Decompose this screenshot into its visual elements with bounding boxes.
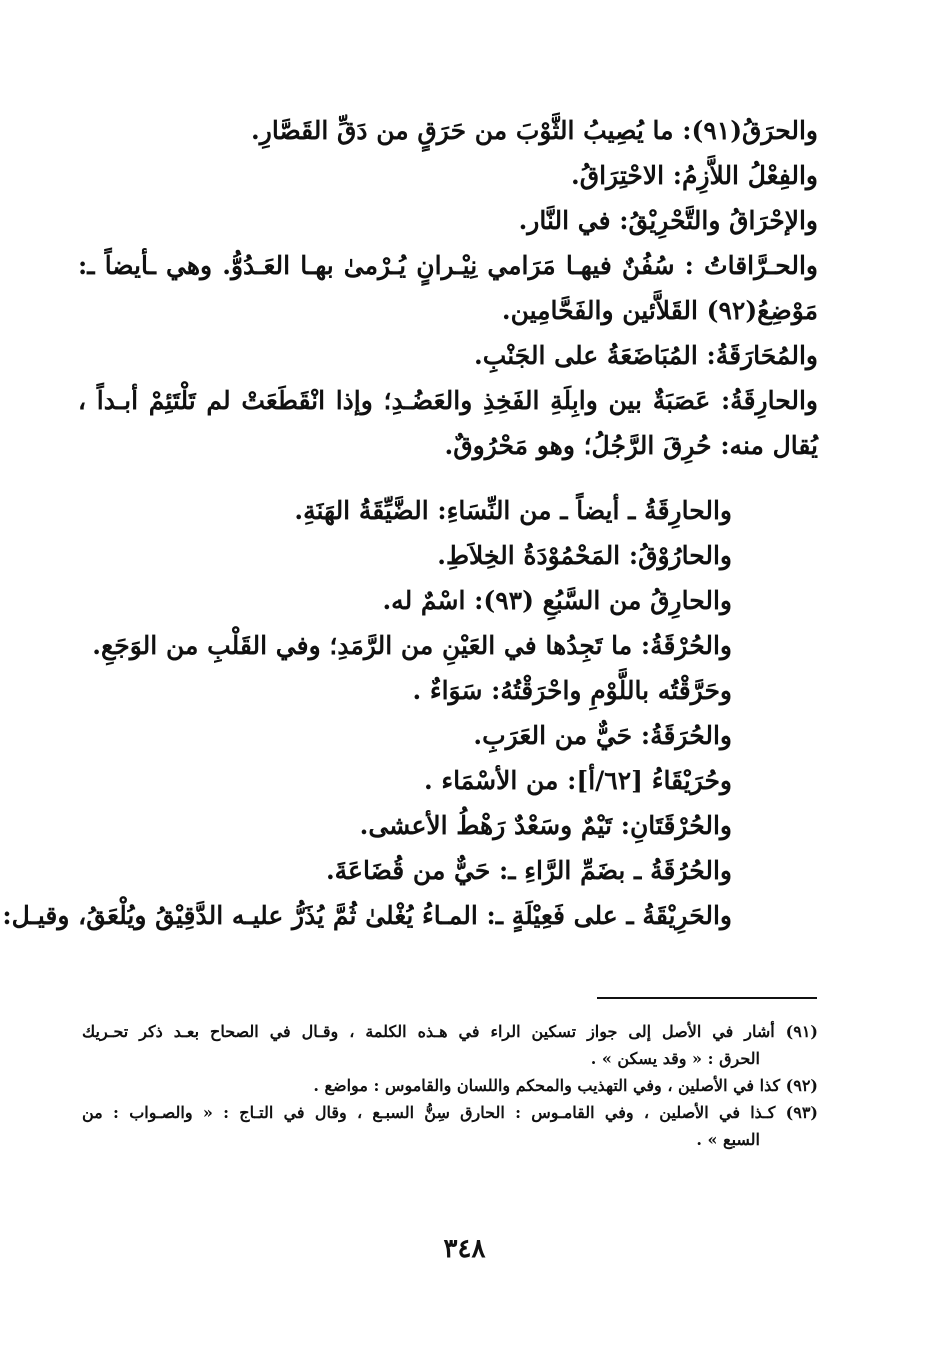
text-line: يُقال منه: حُرِقَ الرَّجُلُ؛ وهو مَحْرُوقٌ. — [444, 431, 818, 460]
text-line: والحرَقُ(٩١): ما يُصِيبُ الثَّوْبَ من حَرَقٍ من دَقِّ القَصَّارِ. — [251, 116, 818, 145]
footnote-divider — [597, 997, 817, 999]
text-line: وحُرَيْقَاءُ [٦٢/أ]: من الأسْمَاء . — [423, 766, 732, 795]
text-line: والمُحَارَقَةُ: المُبَاضَعَةُ على الجَنْبِ. — [473, 341, 818, 370]
footnotes — [82, 1018, 818, 1153]
text-line: مَوْضِعُ(٩٢) القَلاَّئين والفَحَّامِين. — [501, 296, 818, 325]
text-line: والحـرَّاقاتُ : سُفُنٌ فيهـا مَرَامي نِيْـرانٍ يُـرْمىٰ بهـا العَـدُوُّ. وهي ـأيضاً ـ: — [78, 251, 818, 280]
text-line: والحُرْقَتَانِ: تَيْمٌ وسَعْدٌ رَهْطُ الأعشى. — [359, 811, 732, 840]
page-number: ٣٤٨ — [443, 1234, 486, 1264]
text-line: والحارِقَةُ ـ أيضاً ـ من النِّسَاءِ: الضَّيِّقَةُ الهَنَةِ. — [294, 496, 732, 525]
text-line: والإحْرَاقُ والتَّحْرِيْقُ: في النَّار. — [518, 206, 818, 235]
footnote-line: السبع » . — [696, 1130, 760, 1149]
text-line: والفِعْلُ اللاَّزِمُ: الاحْتِرَاقُ. — [571, 161, 818, 190]
footnote-line: (٩٣) كـذا في الأصلين ، وفي القامـوس : الحارق سِنُّ السبـع ، وقال في التـاج : « والصـواب : من — [82, 1103, 818, 1122]
text-line: والحُرْقَةُ: ما تَجِدُها في العَيْنِ من الرَّمَدِ؛ وفي القَلْبِ من الوَجَعِ. — [92, 631, 732, 660]
text-line: والحارِقَةُ: عَصَبَةٌ بين وابِلَةِ الفَخِذِ والعَضُـدِ؛ وإذا انْقَطَعَتْ لم تَلْتَئِمْ أبـداً ، — [78, 386, 818, 415]
paragraph-gap — [78, 468, 818, 488]
footnote-line: (٩٢) كذا في الأصلين ، وفي التهذيب والمحكم واللسان والقاموس : مواضع . — [313, 1076, 818, 1095]
text-line: والحُرَقَةُ: حَيٌّ من العَرَبِ. — [473, 721, 732, 750]
text-line: والحَرِيْقَةُ ـ على فَعِيْلَةٍ ـ: المـاءُ يُغْلىٰ ثُمَّ يُذَرُّ عليـه الدَّقِيْقُ ويُلْعَقُ، وقيـل: — [2, 901, 732, 930]
text-line: والحارُوْقُ: المَحْمُوْدَةُ الخِلاَطِ. — [437, 541, 732, 570]
footnote-line: (٩١) أشار في الأصل إلى جواز تسكين الراء في هـذه الكلمة ، وقـال في الصحاح بعـد ذكر تحـريك — [82, 1022, 818, 1041]
text-line: والحُرُقَةُ ـ بضَمِّ الرَّاءِ ـ: حَيٌّ من قُضَاعَةَ. — [325, 856, 732, 885]
text-line: وحَرَّقْتُه باللَّوْمِ واحْرَقْتُهُ: سَوَاءٌ . — [412, 676, 732, 705]
footnote-line: الحرق : « وقد يسكن » . — [590, 1049, 760, 1068]
text-line: والحارِقُ من السَّبُعِ (٩٣): اسْمٌ له. — [382, 586, 732, 615]
main-text — [2, 108, 818, 938]
